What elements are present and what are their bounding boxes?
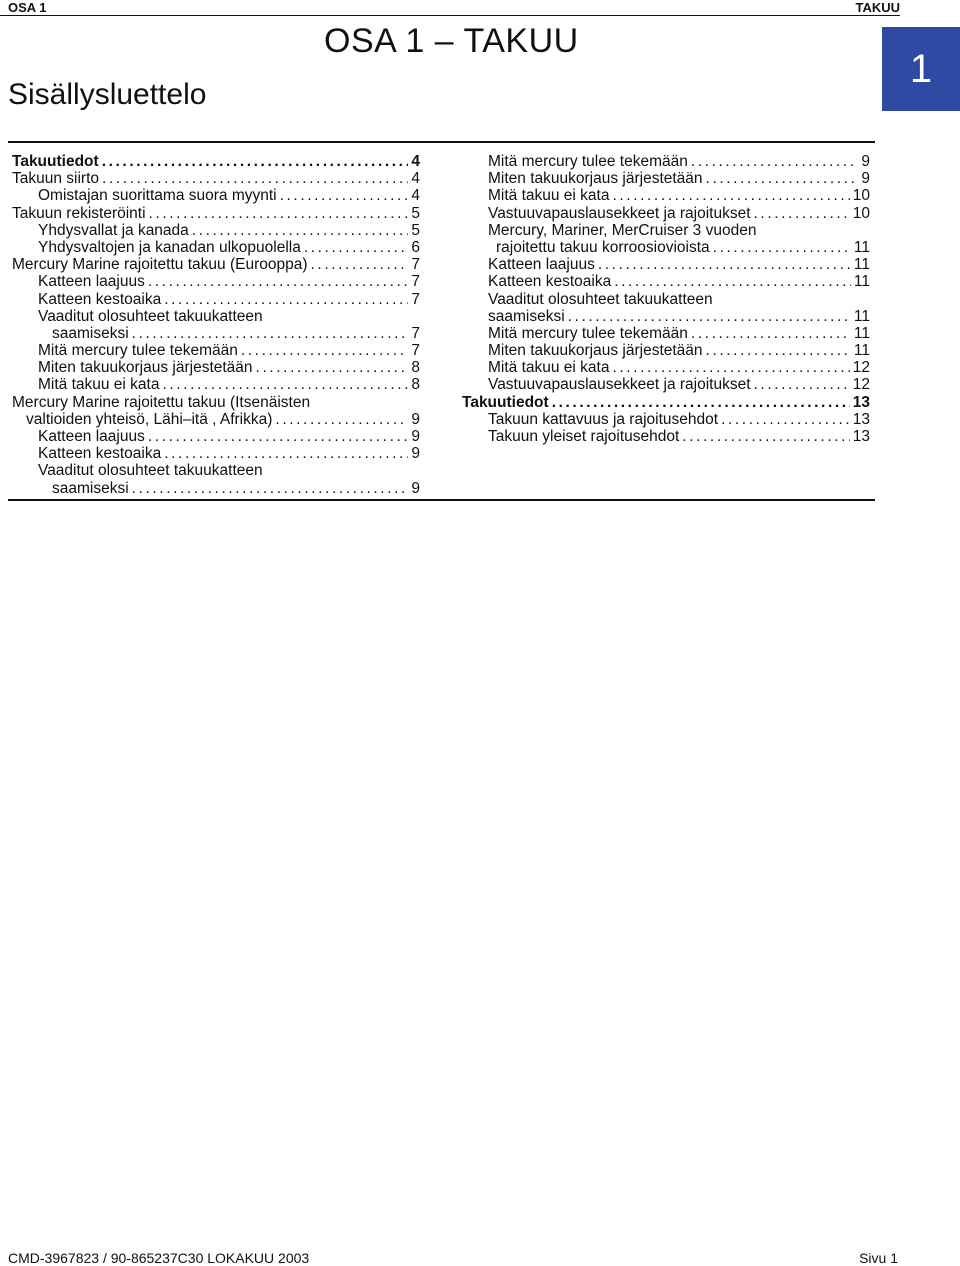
toc-entry[interactable]: [12, 308, 420, 325]
toc-entry-page: 11: [853, 307, 870, 325]
toc-entry[interactable]: [462, 394, 870, 411]
toc-entry-page: 9: [411, 445, 420, 463]
toc-entry-page: 4: [411, 153, 420, 170]
toc-entry-title: Katteen laajuus: [38, 428, 145, 445]
toc-right-column: [462, 153, 870, 445]
toc-entry-title: valtioiden yhteisö, Lähi–itä , Afrikka): [26, 410, 273, 428]
toc-entry-page: 6: [411, 238, 420, 256]
toc-entry[interactable]: [12, 480, 420, 497]
toc-top-rule: [8, 141, 875, 143]
toc-dot-leader: [612, 187, 849, 204]
toc-entry[interactable]: [462, 256, 870, 273]
toc-entry-page: 4: [411, 187, 420, 205]
footer-document-id: CMD-3967823 / 90-865237C30 LOKAKUU 2003: [8, 1250, 310, 1266]
toc-dot-leader: [164, 291, 408, 308]
toc-dot-leader: [132, 325, 409, 342]
toc-entry[interactable]: [462, 187, 870, 204]
toc-dot-leader: [192, 222, 409, 239]
toc-entry-title: Miten takuukorjaus järjestetään: [488, 342, 703, 360]
toc-entry-page: 8: [411, 359, 420, 377]
toc-entry[interactable]: [12, 411, 420, 428]
toc-dot-leader: [568, 308, 851, 325]
toc-entry[interactable]: [462, 170, 870, 187]
toc-entry-page: 11: [853, 342, 870, 360]
toc-entry-page: 12: [852, 359, 870, 377]
footer-page-number: Sivu 1: [859, 1250, 898, 1266]
toc-entry[interactable]: [462, 273, 870, 290]
toc-entry-title: Mercury Marine rajoitettu takuu (Itsenäisten: [12, 393, 311, 411]
toc-dot-leader: [713, 239, 851, 256]
toc-entry-title: Mitä mercury tulee tekemään: [488, 153, 688, 170]
toc-entry-title: Miten takuukorjaus järjestetään: [38, 359, 253, 377]
toc-dot-leader: [706, 342, 851, 359]
toc-dot-leader: [102, 170, 408, 187]
toc-entry-page: 8: [411, 376, 420, 394]
toc-entry[interactable]: [462, 222, 870, 239]
toc-entry[interactable]: [462, 428, 870, 445]
toc-dot-leader: [162, 376, 408, 393]
toc-entry[interactable]: [12, 325, 420, 342]
toc-dot-leader: [706, 170, 859, 187]
toc-entry-page: 4: [411, 170, 420, 188]
toc-heading: Sisällysluettelo: [8, 78, 207, 111]
toc-entry-page: 11: [853, 256, 870, 274]
toc-entry-title: Vaaditut olosuhteet takuukatteen: [488, 290, 713, 308]
running-header-left: OSA 1: [8, 0, 47, 15]
toc-dot-leader: [691, 153, 859, 170]
toc-entry-title: Katteen laajuus: [488, 256, 595, 274]
toc-entry-page: 9: [411, 428, 420, 445]
toc-entry-page: 13: [852, 428, 870, 445]
toc-entry-title: Katteen kestoaika: [38, 445, 162, 463]
toc-entry-page: 9: [861, 170, 870, 188]
toc-entry-title: Vastuuvapauslausekkeet ja rajoitukset: [488, 204, 751, 222]
toc-entry[interactable]: [12, 170, 420, 187]
toc-entry-title: Vaaditut olosuhteet takuukatteen: [38, 462, 263, 480]
toc-entry-title: Vastuuvapauslausekkeet ja rajoitukset: [488, 376, 751, 394]
toc-dot-leader: [275, 411, 408, 428]
toc-dot-leader: [682, 428, 849, 445]
toc-dot-leader: [754, 376, 850, 393]
toc-entry[interactable]: [462, 325, 870, 342]
toc-entry-page: 11: [853, 238, 870, 256]
toc-entry[interactable]: [12, 445, 420, 462]
toc-entry-title: Takuun siirto: [12, 170, 100, 188]
toc-entry-title: Katteen kestoaika: [488, 273, 612, 291]
toc-dot-leader: [311, 256, 409, 273]
toc-entry-title: Katteen kestoaika: [38, 290, 162, 308]
toc-dot-leader: [552, 394, 850, 411]
toc-dot-leader: [132, 480, 409, 497]
toc-entry-page: 13: [852, 410, 870, 428]
toc-entry-page: 7: [411, 324, 420, 342]
toc-entry-title: Mitä takuu ei kata: [488, 359, 610, 377]
toc-entry-title: Vaaditut olosuhteet takuukatteen: [38, 307, 263, 325]
toc-dot-leader: [102, 153, 409, 170]
toc-entry-title: Mercury, Mariner, MerCruiser 3 vuoden: [488, 221, 757, 239]
section-tab: [882, 27, 960, 111]
toc-entry[interactable]: [12, 187, 420, 204]
toc-entry[interactable]: [12, 153, 420, 170]
toc-left-column: [12, 153, 420, 497]
header-rule: [0, 15, 900, 16]
toc-entry[interactable]: [12, 342, 420, 359]
toc-entry-page: 5: [411, 204, 420, 222]
toc-entry[interactable]: [12, 222, 420, 239]
toc-entry-title: Mitä mercury tulee tekemään: [38, 342, 238, 360]
toc-entry-title: Takuun kattavuus ja rajoitusehdot: [488, 410, 719, 428]
toc-entry-title: Yhdysvallat ja kanada: [38, 221, 189, 239]
toc-entry-title: Mitä takuu ei kata: [38, 376, 160, 394]
toc-entry[interactable]: [12, 376, 420, 393]
toc-entry-title: Takuun rekisteröinti: [12, 204, 146, 222]
toc-entry-page: 9: [861, 153, 870, 170]
toc-entry-page: 9: [411, 410, 420, 428]
toc-dot-leader: [148, 428, 409, 445]
toc-entry-title: Takuun yleiset rajoitusehdot: [488, 428, 680, 445]
toc-entry[interactable]: [12, 205, 420, 222]
toc-entry[interactable]: [12, 256, 420, 273]
toc-dot-leader: [280, 187, 409, 204]
toc-entry[interactable]: [12, 359, 420, 376]
toc-entry-title: Takuutiedot: [462, 393, 549, 411]
toc-entry-page: 11: [853, 324, 870, 342]
toc-entry[interactable]: [12, 428, 420, 445]
toc-entry-title: Yhdysvaltojen ja kanadan ulkopuolella: [38, 238, 301, 256]
toc-entry[interactable]: [462, 205, 870, 222]
toc-dot-leader: [241, 342, 409, 359]
toc-entry[interactable]: [12, 239, 420, 256]
toc-dot-leader: [754, 205, 850, 222]
toc-dot-leader: [721, 411, 850, 428]
toc-entry-title: Katteen laajuus: [38, 273, 145, 291]
toc-entry[interactable]: [462, 239, 870, 256]
toc-entry-title: Mitä mercury tulee tekemään: [488, 324, 688, 342]
toc-entry[interactable]: [12, 462, 420, 479]
toc-dot-leader: [164, 445, 408, 462]
toc-entry-page: 13: [852, 393, 870, 411]
toc-entry[interactable]: [12, 273, 420, 290]
toc-entry-title: saamiseksi: [52, 479, 129, 497]
toc-dot-leader: [148, 273, 409, 290]
toc-entry[interactable]: [12, 291, 420, 308]
toc-dot-leader: [304, 239, 409, 256]
toc-entry-page: 5: [411, 221, 420, 239]
toc-entry-page: 7: [411, 342, 420, 360]
running-header-right: TAKUU: [855, 0, 900, 15]
toc-entry-title: saamiseksi: [52, 324, 129, 342]
toc-dot-leader: [598, 256, 851, 273]
section-tab-number: 1: [909, 46, 933, 91]
toc-entry-title: Mercury Marine rajoitettu takuu (Eurooppa): [12, 256, 308, 274]
toc-entry-title: Omistajan suorittama suora myynti: [38, 187, 277, 205]
toc-entry[interactable]: [462, 359, 870, 376]
toc-entry-page: 7: [411, 256, 420, 274]
toc-dot-leader: [256, 359, 409, 376]
toc-entry-page: 10: [852, 187, 870, 205]
toc-entry[interactable]: [462, 411, 870, 428]
toc-entry[interactable]: [462, 291, 870, 308]
toc-dot-leader: [691, 325, 851, 342]
toc-entry-title: rajoitettu takuu korroosiovioista: [496, 238, 710, 256]
toc-entry-page: 7: [411, 273, 420, 291]
toc-entry-page: 10: [852, 204, 870, 222]
toc-dot-leader: [614, 273, 851, 290]
toc-entry[interactable]: [462, 308, 870, 325]
toc-bottom-rule: [8, 499, 875, 501]
toc-entry-page: 9: [411, 479, 420, 497]
toc-entry-title: Takuutiedot: [12, 153, 99, 170]
toc-entry-page: 11: [853, 273, 870, 291]
toc-entry[interactable]: [462, 153, 870, 170]
toc-entry-page: 12: [852, 376, 870, 394]
toc-entry-title: Mitä takuu ei kata: [488, 187, 610, 205]
toc-entry[interactable]: [462, 342, 870, 359]
toc-entry[interactable]: [462, 376, 870, 393]
toc-entry[interactable]: [12, 394, 420, 411]
toc-dot-leader: [612, 359, 849, 376]
toc-entry-title: saamiseksi: [488, 307, 565, 325]
toc-dot-leader: [149, 205, 409, 222]
toc-entry-title: Miten takuukorjaus järjestetään: [488, 170, 703, 188]
toc-entry-page: 7: [411, 290, 420, 308]
section-title: OSA 1 – TAKUU: [324, 22, 579, 60]
